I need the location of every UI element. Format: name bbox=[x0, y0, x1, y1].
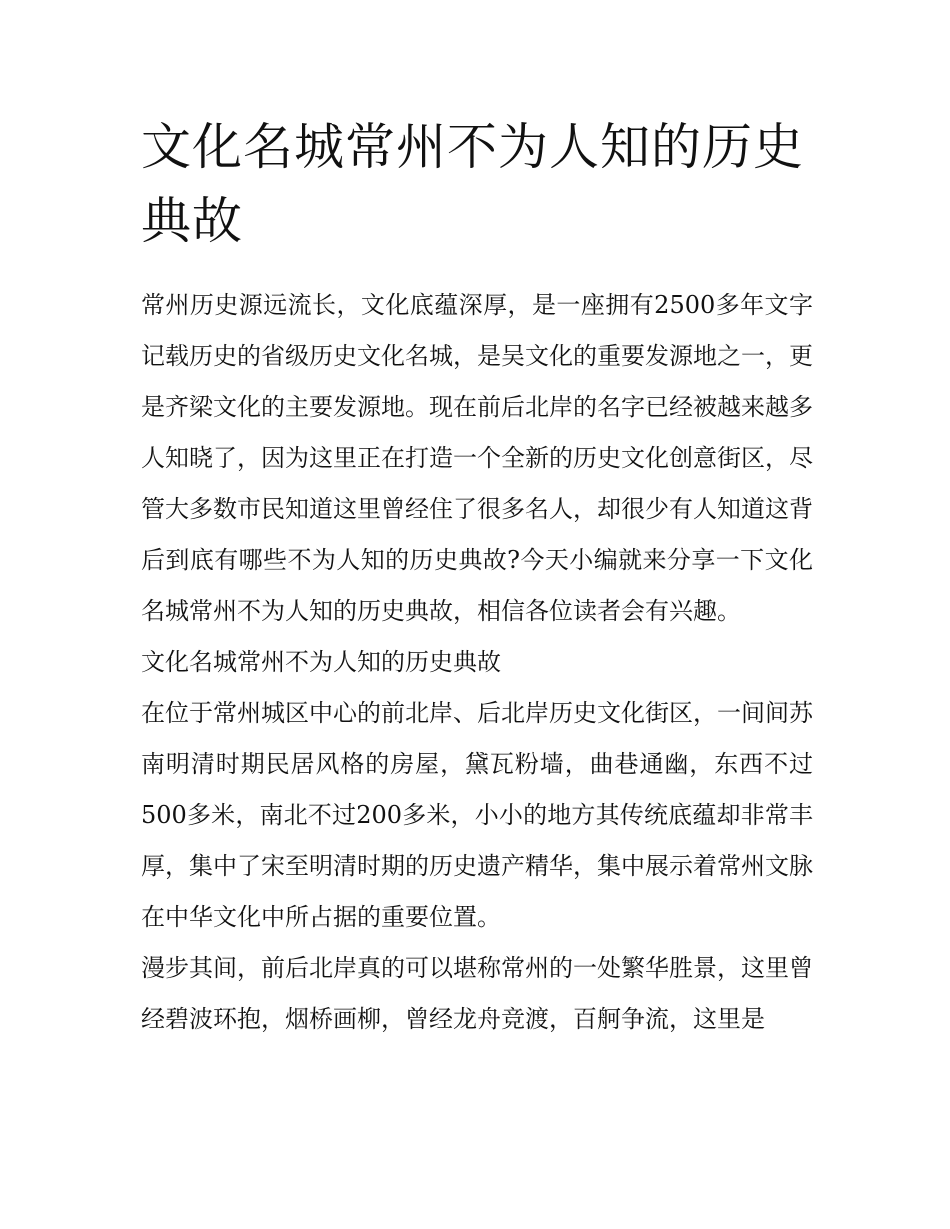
intro-paragraph: 常州历史源远流长，文化底蕴深厚，是一座拥有2500多年文字记载历史的省级历史文化名城，是吴文化的重要发源地之一，更是齐梁文化的主要发源地。现在前后北岸的名字已经被越来越多人知晓了，因为这里正在打造一个全新的历史文化创意街区，尽管大多数市民知道这里曾经住了很多名人，却很少有人知道这背后到底有哪些不为人知的历史典故?今天小编就来分享一下文化名城常州不为人知的历史典故，相信各位读者会有兴趣。 bbox=[141, 291, 813, 625]
document-body bbox=[141, 280, 813, 1045]
body-paragraph-2: 漫步其间，前后北岸真的可以堪称常州的一处繁华胜景，这里曾经碧波环抱，烟桥画柳，曾经龙舟竞渡，百舸争流，这里是 bbox=[141, 954, 813, 1033]
section-heading: 文化名城常州不为人知的历史典故 bbox=[141, 648, 501, 676]
document-page bbox=[141, 110, 813, 1045]
document-title: 文化名城常州不为人知的历史典故 bbox=[141, 118, 804, 250]
body-paragraph-1: 在位于常州城区中心的前北岸、后北岸历史文化街区，一间间苏南明清时期民居风格的房屋，黛瓦粉墙，曲巷通幽，东西不过500多米，南北不过200多米，小小的地方其传统底蕴却非常丰厚，集中了宋至明清时期的历史遗产精华，集中展示着常州文脉在中华文化中所占据的重要位置。 bbox=[141, 699, 813, 931]
